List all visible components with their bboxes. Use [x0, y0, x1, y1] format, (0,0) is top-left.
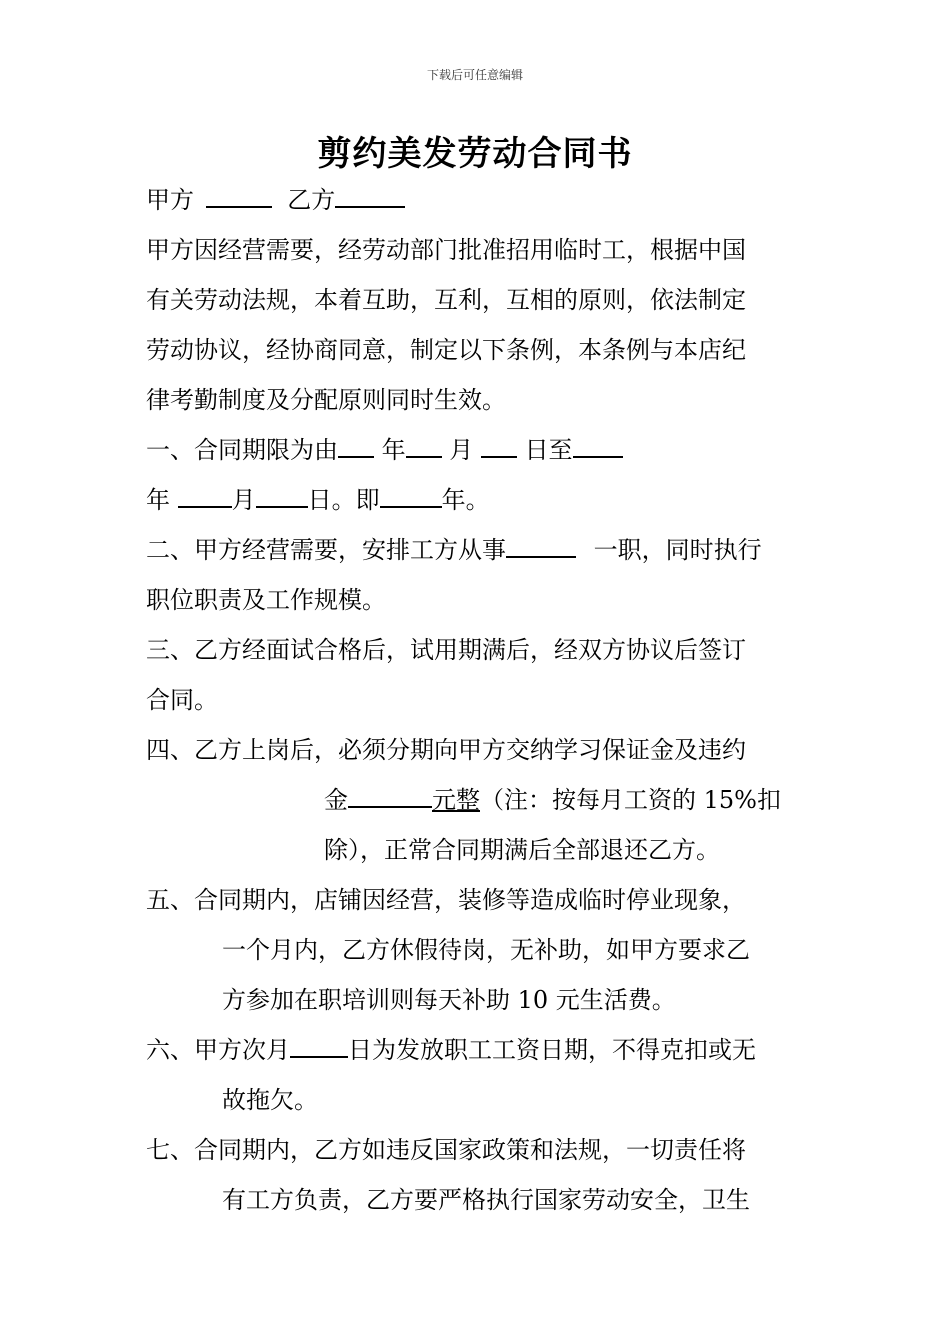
clause-7-line-1: 七、合同期内，乙方如违反国家政策和法规，一切责任将 — [146, 1136, 746, 1164]
intro-line-2: 有关劳动法规，本着互助，互利，互相的原则，依法制定 — [146, 286, 746, 314]
clause-5-line-3: 方参加在职培训则每天补助 10 元生活费。 — [222, 986, 676, 1014]
start-year-blank — [338, 434, 374, 458]
year-label: 年。 — [441, 486, 490, 514]
deposit-label: 金 — [324, 786, 348, 814]
document-title: 剪约美发劳动合同书 — [317, 134, 633, 174]
duration-blank — [380, 484, 442, 508]
clause-2-line-1 — [146, 534, 762, 566]
deposit-unit: 元整 — [432, 786, 480, 814]
clause-6-text: 六、甲方次月 — [146, 1036, 290, 1064]
deposit-amount-blank — [348, 784, 432, 808]
party-a-blank — [206, 184, 272, 208]
clause-4-line-3: 除），正常合同期满后全部退还乙方。 — [324, 836, 720, 864]
start-month-blank — [406, 434, 442, 458]
clause-2-line-2: 职位职责及工作规模。 — [146, 586, 386, 614]
year-label: 年 — [146, 486, 170, 514]
end-month-blank — [178, 484, 232, 508]
end-year-blank-a — [573, 434, 623, 458]
day-to-label: 日至 — [524, 436, 573, 464]
intro-line-3: 劳动协议，经协商同意，制定以下条例，本条例与本店纪 — [146, 336, 746, 364]
header-note: 下载后可任意编辑 — [426, 68, 523, 82]
end-day-blank — [256, 484, 308, 508]
clause-2-text-b: 一职，同时执行 — [593, 536, 762, 564]
clause-3-line-1: 三、乙方经面试合格后，试用期满后，经双方协议后签订 — [146, 636, 746, 664]
clause-6-line-2: 故拖欠。 — [222, 1086, 318, 1114]
clause-5-line-1: 五、合同期内，店铺因经营，装修等造成临时停业现象， — [146, 886, 746, 914]
party-a-label: 甲方 — [146, 186, 194, 214]
month-label: 月 — [231, 486, 256, 514]
clause-6-line-1 — [146, 1034, 756, 1066]
clause-6-text-b: 日为发放职工工资日期，不得克扣或无 — [348, 1036, 756, 1064]
clause-4-line-2 — [324, 784, 781, 816]
year-label: 年 — [381, 436, 406, 464]
clause-4-line-1: 四、乙方上岗后，必须分期向甲方交纳学习保证金及违约 — [146, 736, 746, 764]
party-b-blank — [335, 184, 405, 208]
payday-blank — [290, 1034, 348, 1058]
clause-3-line-2: 合同。 — [146, 686, 218, 714]
month-label: 月 — [449, 436, 474, 464]
day-label: 日。即 — [307, 486, 380, 514]
intro-line-1: 甲方因经营需要，经劳动部门批准招用临时工，根据中国 — [146, 236, 746, 264]
parties-line — [146, 184, 405, 216]
clause-2-text: 二、甲方经营需要，安排工方从事 — [146, 536, 506, 564]
clause-1-line-1 — [146, 434, 623, 466]
deposit-note: （注：按每月工资的 15%扣 — [480, 786, 781, 814]
intro-line-4: 律考勤制度及分配原则同时生效。 — [146, 386, 506, 414]
party-b-label: 乙方 — [287, 186, 336, 214]
position-blank — [506, 534, 576, 558]
clause-5-line-2: 一个月内，乙方休假待岗，无补助，如甲方要求乙 — [222, 936, 750, 964]
start-day-blank — [481, 434, 517, 458]
clause-7-line-2: 有工方负责，乙方要严格执行国家劳动安全，卫生 — [222, 1186, 750, 1214]
clause-1-text: 一、合同期限为由 — [146, 436, 338, 464]
clause-1-line-2 — [146, 484, 490, 516]
